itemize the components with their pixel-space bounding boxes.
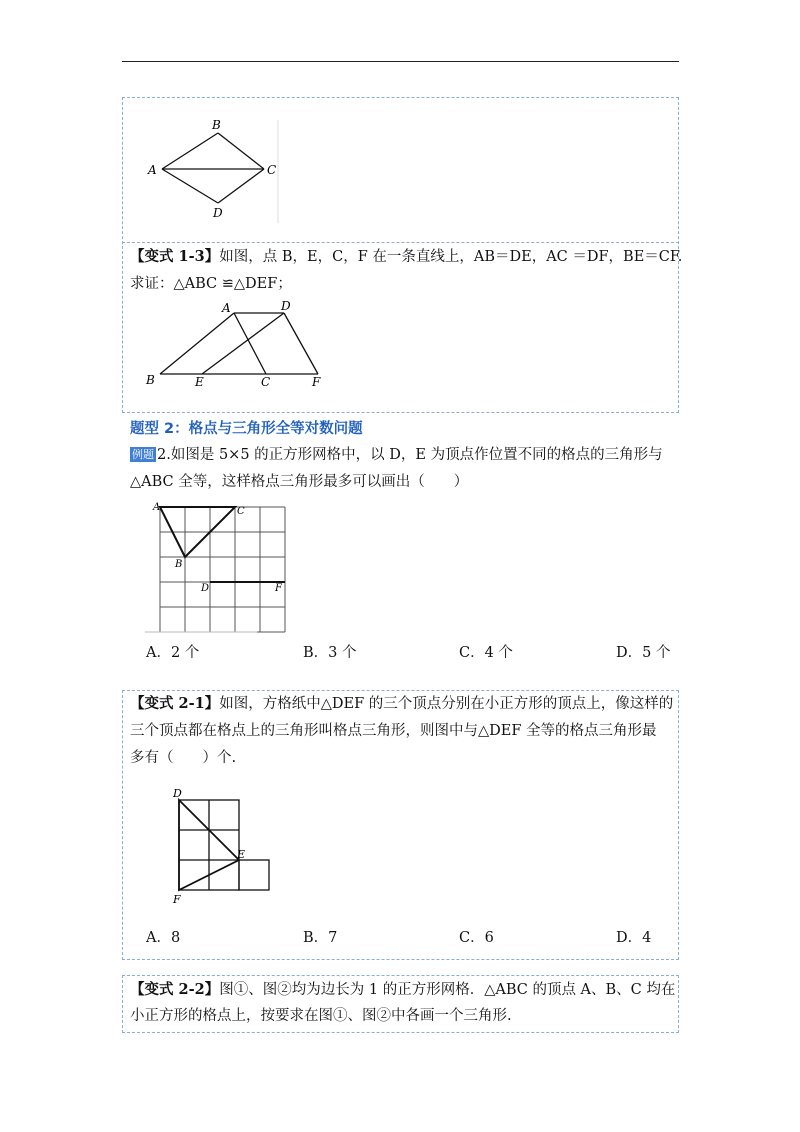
label-D: D: [201, 583, 210, 594]
variant-2-1-tag: 【变式 2-1】: [130, 695, 220, 712]
label-D: D: [281, 299, 291, 313]
label-A: A: [222, 301, 231, 315]
triangles-on-line-figure: [140, 296, 340, 392]
label-F: F: [275, 583, 282, 594]
label-B: B: [146, 373, 155, 387]
example-2-line2: △ABC 全等，这样格点三角形最多可以画出（ ）: [130, 474, 469, 490]
option-b: B．3 个: [303, 645, 357, 661]
label-B: B: [212, 118, 221, 132]
variant-2-1-line1: [130, 694, 673, 714]
variant-2-1-text1: 如图，方格纸中△DEF 的三个顶点分别在小正方形的顶点上，像这样的: [219, 696, 674, 712]
option-b: B．7: [303, 930, 338, 946]
option-a: A．2 个: [146, 645, 200, 661]
variant-1-3-line1: [130, 247, 682, 267]
label-A: A: [153, 502, 161, 513]
variant-2-2-text1: 图①、图②均为边长为 1 的正方形网格．△ABC 的顶点 A、B、C 均在: [219, 982, 676, 998]
label-C: C: [267, 163, 277, 177]
variant-2-2-line2: 小正方形的格点上，按要求在图①、图②中各画一个三角形.: [130, 1008, 512, 1024]
variant-1-3-text1: 如图，点 B，E，C，F 在一条直线上，AB＝DE，AC ＝DF，BE＝CF.: [219, 249, 683, 265]
option-a: A．8: [146, 930, 181, 946]
variant-1-3-line2: 求证：△ABC ≌△DEF；: [130, 276, 292, 292]
variant-1-3-tag: 【变式 1-3】: [130, 248, 220, 265]
grid-figure-5x5: [145, 500, 295, 640]
option-c: C．6: [459, 930, 494, 946]
label-C: C: [261, 375, 271, 389]
option-d: D．4: [616, 930, 652, 946]
label-F: F: [312, 375, 321, 389]
section-title: 题型 2：格点与三角形全等对数问题: [130, 421, 363, 437]
label-D: D: [173, 787, 182, 800]
label-D: D: [213, 206, 223, 220]
variant-2-1-line3: 多有（ ）个.: [130, 750, 237, 766]
label-A: A: [148, 163, 157, 177]
option-c: C．4 个: [459, 645, 513, 661]
label-E: E: [195, 375, 204, 389]
example-2-text1: 2.如图是 5×5 的正方形网格中，以 D，E 为顶点作位置不同的格点的三角形与: [157, 447, 663, 463]
divider-1: [122, 242, 679, 243]
variant-2-2-line1: [130, 980, 675, 1000]
label-F: F: [173, 893, 181, 906]
label-B: B: [175, 559, 183, 570]
example-2-line1: [130, 445, 663, 465]
variant-2-2-tag: 【变式 2-2】: [130, 981, 220, 998]
variant-2-1-line2: 三个顶点都在格点上的三角形叫格点三角形，则图中与△DEF 全等的格点三角形最: [130, 723, 657, 739]
kite-figure: [140, 115, 290, 225]
header-rule: [122, 61, 679, 62]
grid-figure-def: [165, 782, 280, 907]
option-d: D．5 个: [616, 645, 671, 661]
label-C: C: [237, 506, 245, 517]
example-badge: 例题: [132, 448, 154, 461]
label-E: E: [237, 848, 246, 861]
